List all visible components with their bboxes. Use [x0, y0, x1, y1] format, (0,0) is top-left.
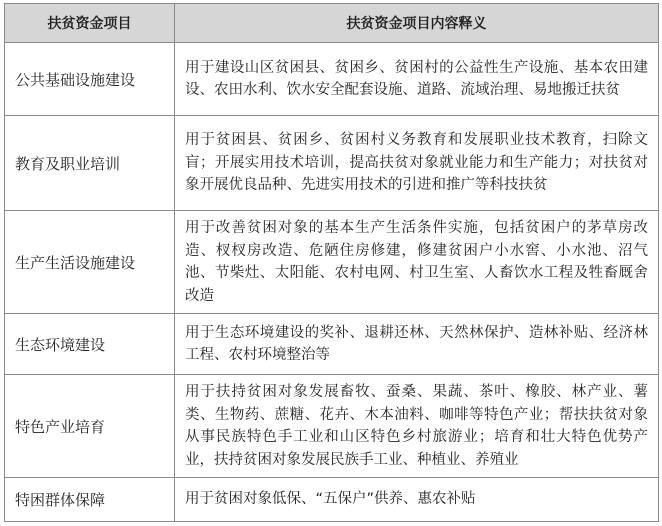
- row-description-cell: 用于建设山区贫困县、贫困乡、贫困村的公益性生产设施、基本农田建设、农田水利、饮水安全配套设施、道路、流域治理、易地搬迁扶贫: [175, 43, 659, 116]
- row-item-cell: 特困群体保障: [5, 478, 175, 522]
- table-row: [5, 43, 659, 116]
- poverty-fund-table: [4, 3, 659, 522]
- table-row: [5, 116, 659, 211]
- row-description-cell: 用于生态环境建设的奖补、退耕还林、天然林保护、造林补贴、经济林工程、农村环境整治等: [175, 314, 659, 375]
- table-row: [5, 478, 659, 522]
- row-item-cell: 特色产业培育: [5, 375, 175, 478]
- row-description-cell: 用于贫困对象低保、“五保户”供养、惠农补贴: [175, 478, 659, 522]
- row-description-cell: 用于扶持贫困对象发展畜牧、蚕桑、果蔬、茶叶、橡胶、林产业、薯类、生物药、蔗糖、花卉、木本油料、咖啡等特色产业；帮扶扶贫对象从事民族特色手工业和山区特色乡村旅游业；培育和壮大特色优势产业，扶持贫困对象发展民族手工业、种植业、养殖业: [175, 375, 659, 478]
- table-header-row: [5, 4, 659, 43]
- row-item-cell: 生产生活设施建设: [5, 211, 175, 314]
- row-description-cell: 用于贫困县、贫困乡、贫困村义务教育和发展职业技术教育，扫除文盲；开展实用技术培训，提高扶贫对象就业能力和生产能力；对扶贫对象开展优良品种、先进实用技术的引进和推广等科技扶贫: [175, 116, 659, 211]
- row-item-cell: 公共基础设施建设: [5, 43, 175, 116]
- row-description-cell: 用于改善贫困对象的基本生产生活条件实施，包括贫困户的茅草房改造、杈杈房改造、危陋住房修建，修建贫困户小水窖、小水池、沼气池、节柴灶、太阳能、农村电网、村卫生室、人畜饮水工程及牲畜厩舍改造: [175, 211, 659, 314]
- header-fund-description: 扶贫资金项目内容释义: [175, 4, 659, 43]
- table-row: [5, 211, 659, 314]
- row-item-cell: 教育及职业培训: [5, 116, 175, 211]
- header-fund-item: 扶贫资金项目: [5, 4, 175, 43]
- table-row: [5, 375, 659, 478]
- row-item-cell: 生态环境建设: [5, 314, 175, 375]
- table-row: [5, 314, 659, 375]
